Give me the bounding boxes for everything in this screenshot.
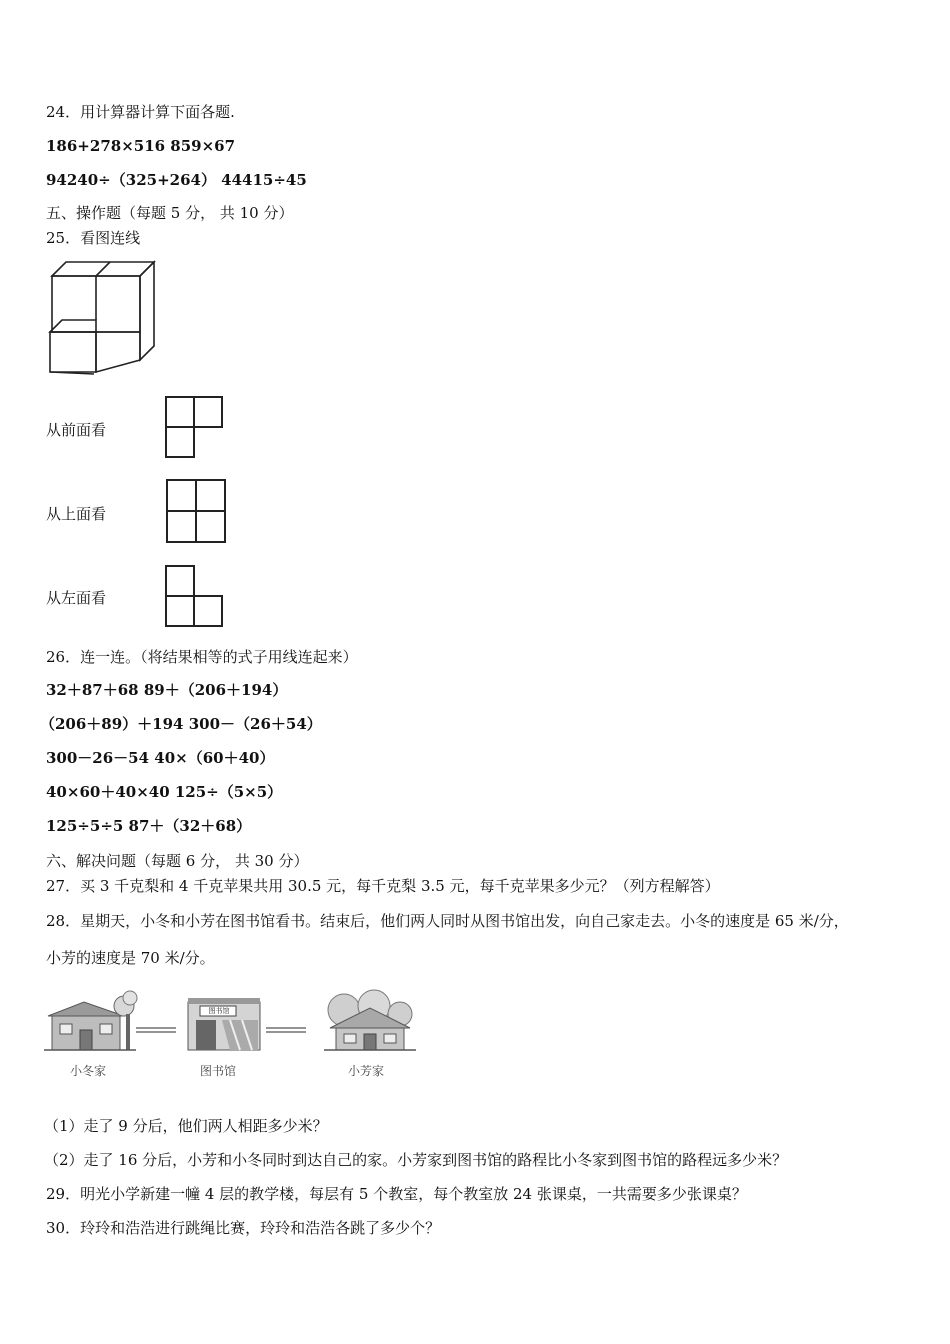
cube-figure	[44, 260, 159, 380]
xiaodong-house-icon	[44, 991, 137, 1050]
q26-row-5: 125÷5÷5 87＋（32＋68）	[46, 817, 252, 835]
view-left-grid	[164, 564, 226, 630]
xiaodong-label: 小冬家	[70, 1064, 107, 1078]
section6-heading: 六、解决问题（每题 6 分， 共 30 分）	[46, 852, 309, 870]
q28-sub2: （2）走了 16 分后，小芳和小冬同时到达自己的家。小芳家到图书馆的路程比小冬家到图书馆的路程远多少米？	[44, 1151, 788, 1169]
q30-text: 30．玲玲和浩浩进行跳绳比赛，玲玲和浩浩各跳了多少个？	[46, 1219, 441, 1237]
q26-row-1: 32＋87＋68 89＋（206＋194）	[46, 681, 288, 699]
library-label: 图书馆	[200, 1064, 237, 1078]
view-left-label: 从左面看	[46, 589, 107, 607]
q26-row-2: （206＋89）＋194 300－（26＋54）	[40, 715, 322, 733]
section5-heading: 五、操作题（每题 5 分， 共 10 分）	[46, 204, 294, 222]
library-icon	[188, 998, 260, 1050]
q24-row2: 94240÷（325+264） 44415÷45	[46, 171, 307, 189]
view-top-label: 从上面看	[46, 505, 107, 523]
q24-row1: 186+278×516 859×67	[46, 137, 236, 155]
view-front-grid	[164, 395, 226, 461]
q26-row-4: 40×60＋40×40 125÷（5×5）	[46, 783, 283, 801]
view-front-label: 从前面看	[46, 421, 107, 439]
q26-title: 26．连一连。（将结果相等的式子用线连起来）	[46, 648, 358, 666]
q28-sub1: （1）走了 9 分后，他们两人相距多少米？	[44, 1117, 328, 1135]
library-sign: 图书馆	[208, 1007, 230, 1015]
q27-text: 27．买 3 千克梨和 4 千克苹果共用 30.5 元，每千克梨 3.5 元，每千克苹果多少元？（列方程解答）	[46, 877, 720, 895]
xiaofang-label: 小芳家	[348, 1064, 385, 1078]
q28-scene	[44, 988, 424, 1060]
q28-line2: 小芳的速度是 70 米/分。	[46, 949, 215, 967]
xiaofang-house-icon	[324, 990, 416, 1050]
q25-title: 25．看图连线	[46, 229, 141, 247]
q24-title: 24．用计算器计算下面各题.	[46, 103, 235, 121]
view-top-grid	[165, 478, 229, 546]
q26-row-3: 300－26－54 40×（60＋40）	[46, 749, 275, 767]
q29-text: 29．明光小学新建一幢 4 层的教学楼，每层有 5 个教室，每个教室放 24 张课桌，一共需要多少张课桌？	[46, 1185, 747, 1203]
q28-line1: 28．星期天，小冬和小芳在图书馆看书。结束后，他们两人同时从图书馆出发，向自己家走去。小冬的速度是 65 米/分，	[46, 912, 849, 930]
